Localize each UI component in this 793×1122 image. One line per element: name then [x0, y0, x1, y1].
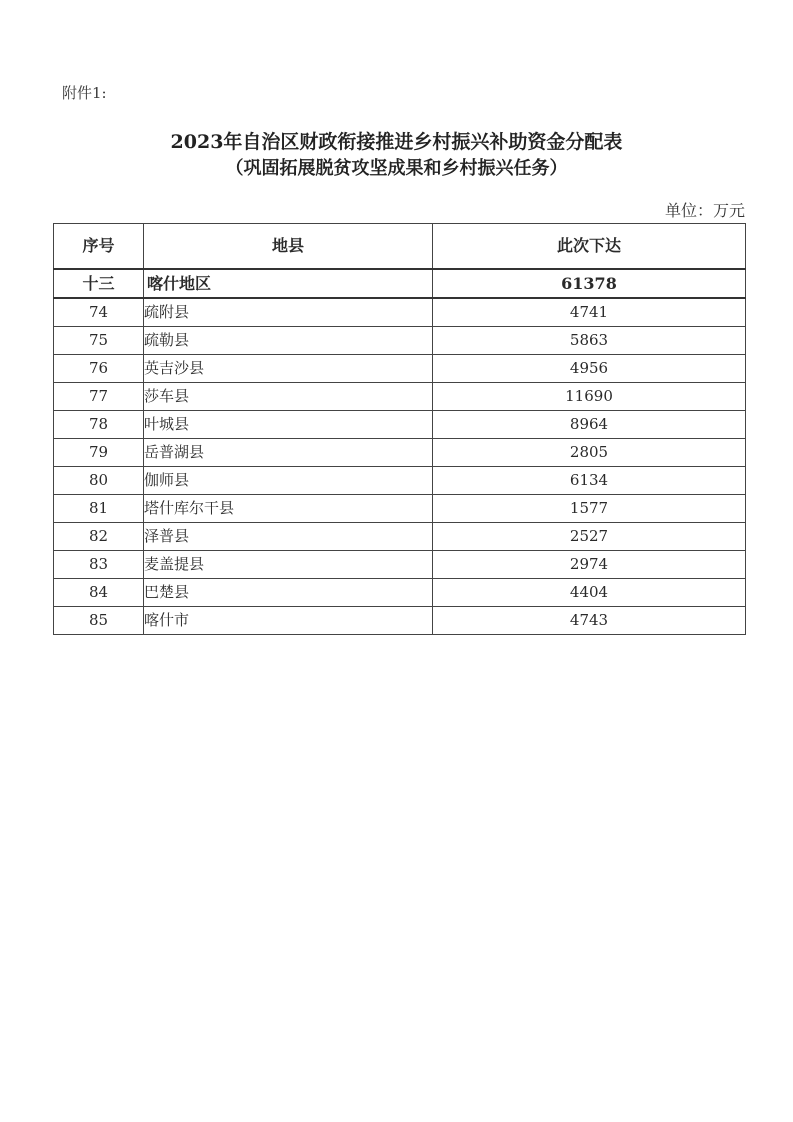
row-amount: 4404	[433, 579, 746, 607]
row-seq: 83	[54, 551, 144, 579]
row-amount: 5863	[433, 327, 746, 355]
table-body	[54, 269, 746, 635]
table-row	[54, 439, 746, 467]
table-row	[54, 495, 746, 523]
row-amount: 4741	[433, 298, 746, 327]
row-county: 疏附县	[144, 298, 433, 327]
table-row	[54, 298, 746, 327]
row-seq: 80	[54, 467, 144, 495]
document-title: 2023年自治区财政衔接推进乡村振兴补助资金分配表	[170, 131, 623, 153]
row-county: 泽普县	[144, 523, 433, 551]
row-county: 麦盖提县	[144, 551, 433, 579]
table-row	[54, 467, 746, 495]
row-seq: 78	[54, 411, 144, 439]
allocation-table	[53, 223, 746, 635]
table-row	[54, 411, 746, 439]
row-seq: 77	[54, 383, 144, 411]
row-amount: 6134	[433, 467, 746, 495]
row-county: 塔什库尔干县	[144, 495, 433, 523]
table-row	[54, 327, 746, 355]
row-amount: 8964	[433, 411, 746, 439]
row-amount: 11690	[433, 383, 746, 411]
row-seq: 74	[54, 298, 144, 327]
row-seq: 81	[54, 495, 144, 523]
row-seq: 82	[54, 523, 144, 551]
subtotal-amount: 61378	[433, 269, 746, 298]
header-row	[54, 224, 746, 270]
row-amount: 4956	[433, 355, 746, 383]
header-county: 地县	[144, 224, 433, 270]
row-seq: 76	[54, 355, 144, 383]
row-amount: 2974	[433, 551, 746, 579]
table-row	[54, 551, 746, 579]
row-amount: 1577	[433, 495, 746, 523]
document-subtitle: （巩固拓展脱贫攻坚成果和乡村振兴任务）	[225, 158, 568, 179]
unit-label: 单位：万元	[664, 201, 745, 220]
row-amount: 2527	[433, 523, 746, 551]
row-county: 叶城县	[144, 411, 433, 439]
table-header	[54, 224, 746, 270]
header-amount: 此次下达	[433, 224, 746, 270]
row-county: 伽师县	[144, 467, 433, 495]
row-county: 岳普湖县	[144, 439, 433, 467]
row-seq: 75	[54, 327, 144, 355]
row-county: 喀什市	[144, 607, 433, 635]
table-row	[54, 523, 746, 551]
row-seq: 84	[54, 579, 144, 607]
row-county: 巴楚县	[144, 579, 433, 607]
attachment-label: 附件1:	[62, 84, 107, 102]
table-row	[54, 607, 746, 635]
subtotal-row	[54, 269, 746, 298]
table-row	[54, 383, 746, 411]
row-county: 英吉沙县	[144, 355, 433, 383]
row-seq: 85	[54, 607, 144, 635]
row-seq: 79	[54, 439, 144, 467]
row-county: 疏勒县	[144, 327, 433, 355]
row-amount: 2805	[433, 439, 746, 467]
header-seq: 序号	[54, 224, 144, 270]
row-county: 莎车县	[144, 383, 433, 411]
subtotal-seq: 十三	[54, 269, 144, 298]
table-row	[54, 579, 746, 607]
row-amount: 4743	[433, 607, 746, 635]
subtotal-county: 喀什地区	[144, 269, 433, 298]
table-row	[54, 355, 746, 383]
